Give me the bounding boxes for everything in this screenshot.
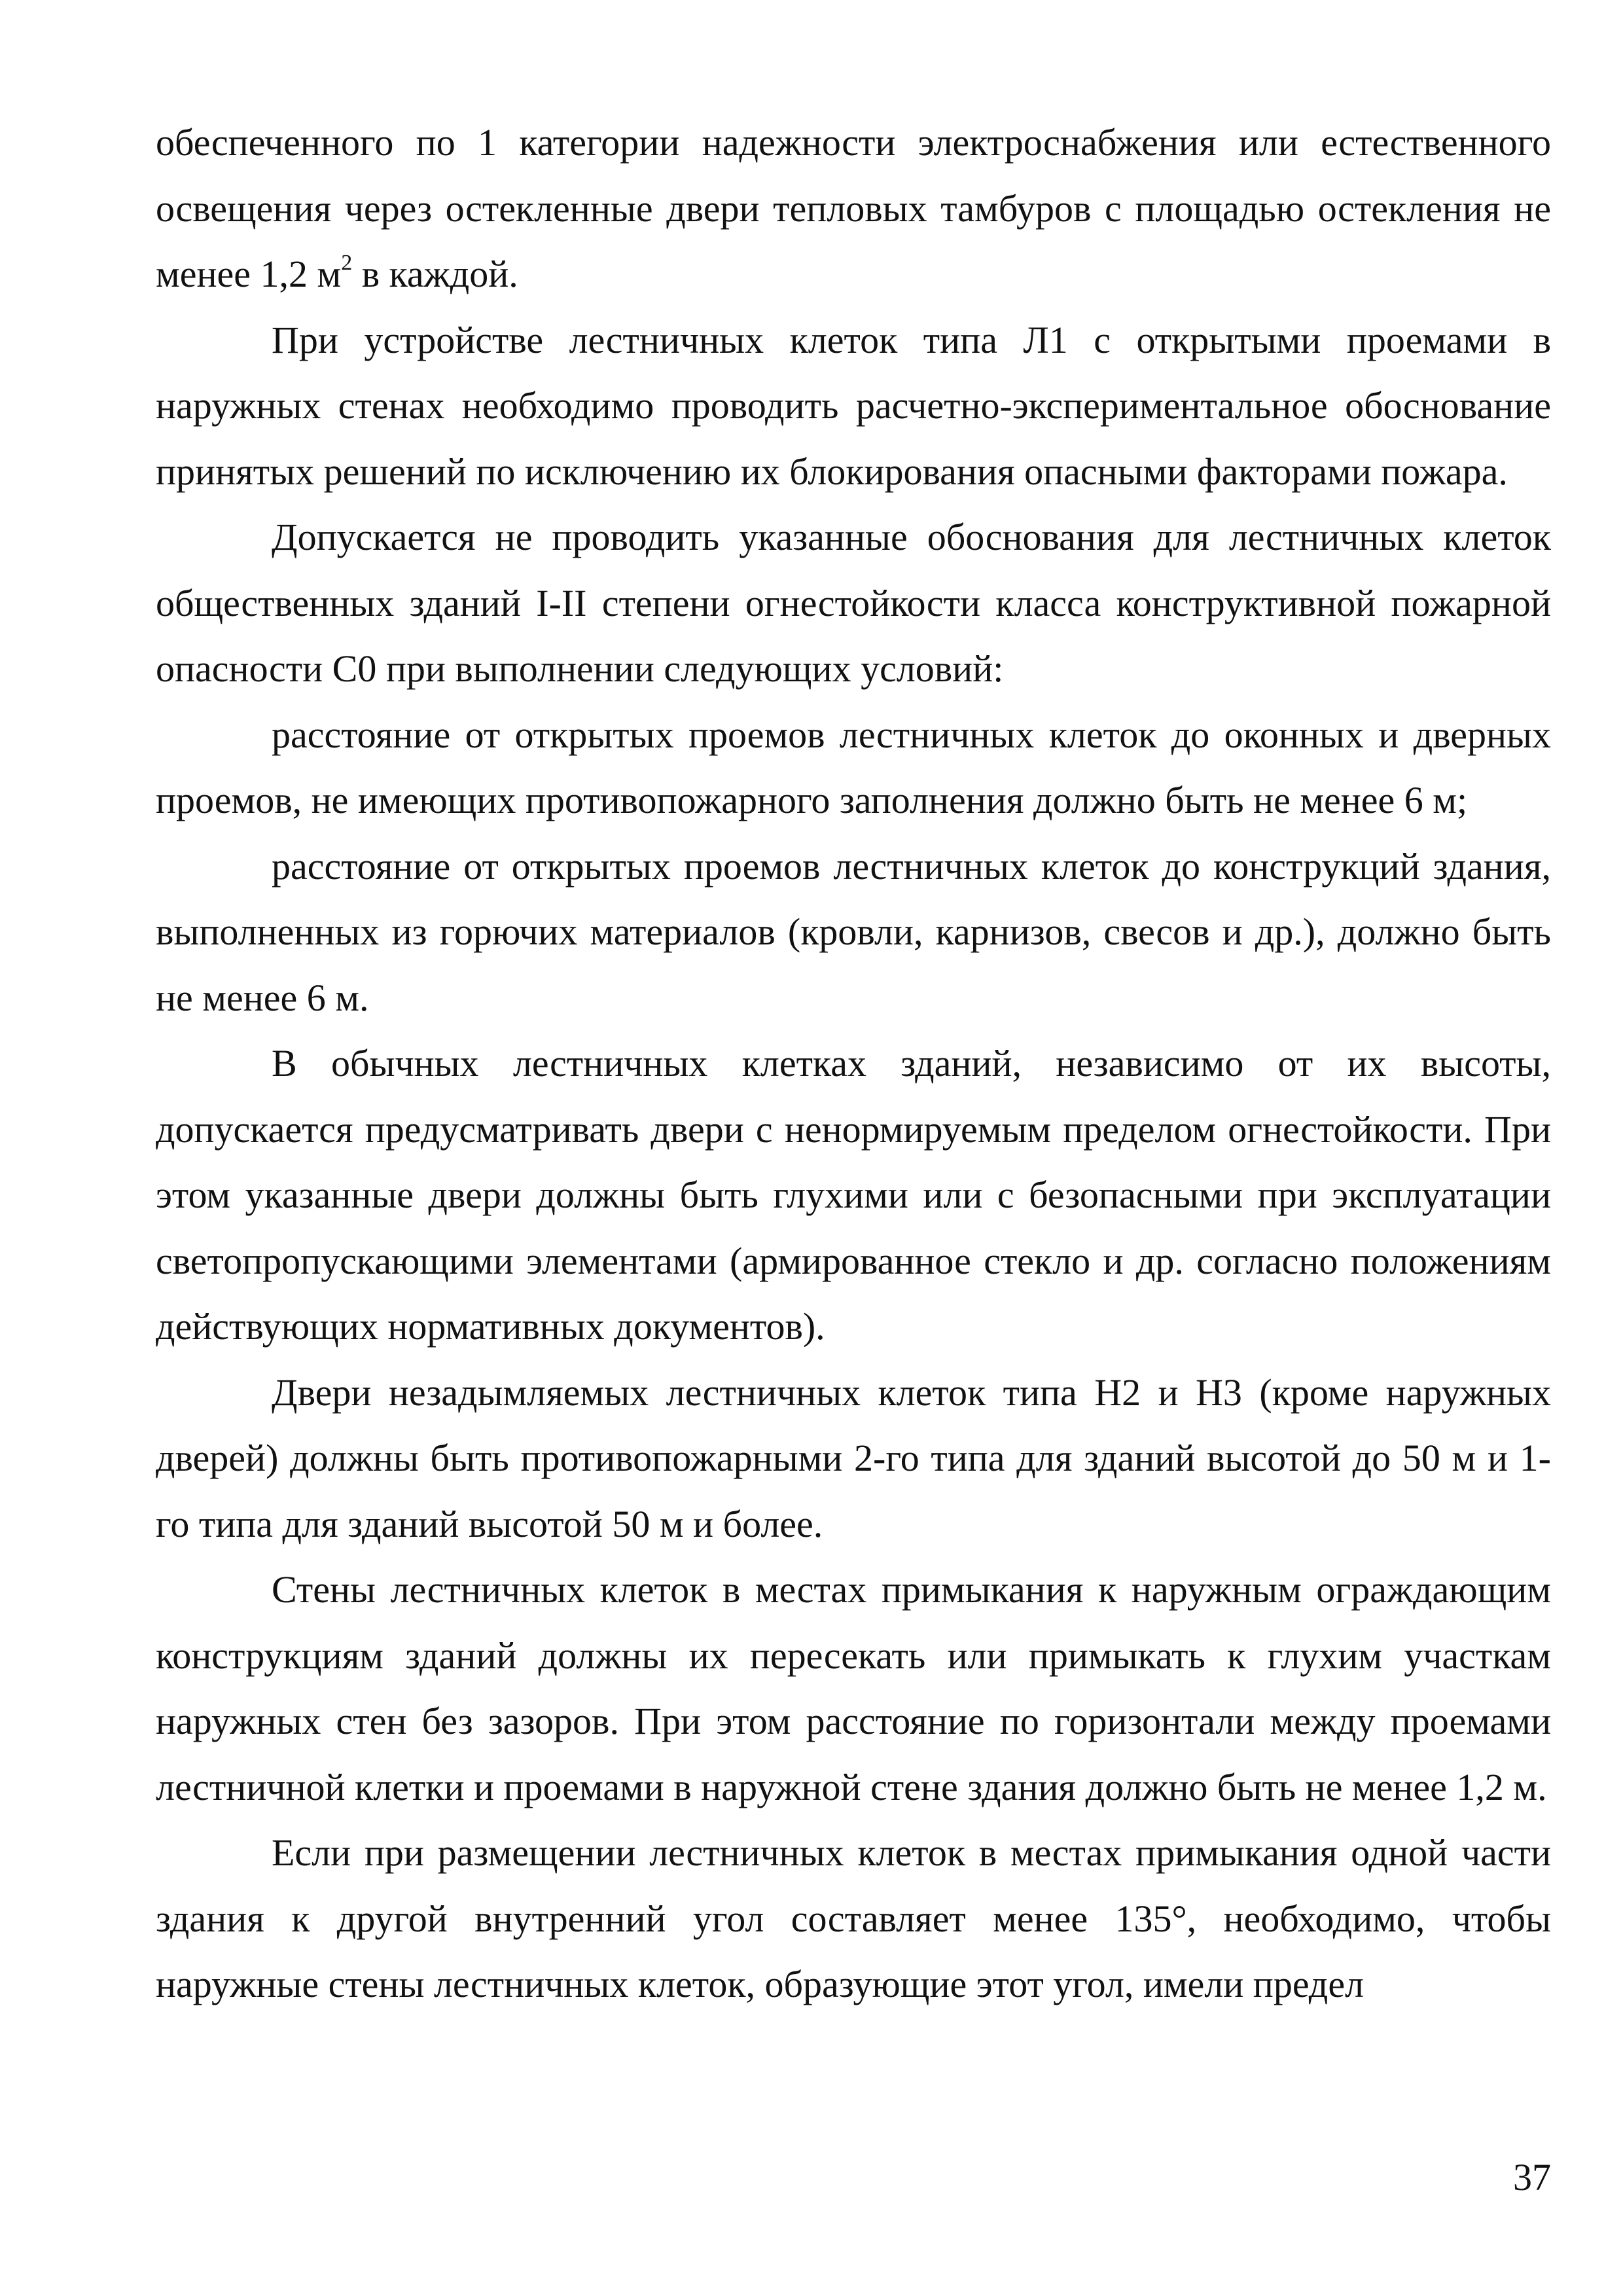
- superscript-square: 2: [341, 250, 353, 275]
- paragraph-continuation-tail: в каждой.: [352, 253, 518, 295]
- paragraph-condition-openings: расстояние от открытых проемов лестничных клеток до оконных и дверных проемов, не имеющих противопожарного заполнения должно быть не менее 6 м;: [156, 713, 1551, 821]
- paragraph-smokeproof-doors: Двери незадымляемых лестничных клеток типа Н2 и Н3 (кроме наружных дверей) должны быть противопожарными 2-го типа для зданий высотой до 50 м и 1-го типа для зданий высотой 50 м и более.: [156, 1371, 1551, 1545]
- paragraph-continuation: [156, 110, 1551, 308]
- paragraph-l1-justification: При устройстве лестничных клеток типа Л1 с открытыми проемами в наружных стенах необходимо проводить расчетно-экспериментальное обоснование принятых решений по исключению их блокирования опасными факторами пожара.: [156, 318, 1551, 493]
- paragraph-inner-angle: Если при размещении лестничных клеток в местах примыкания одной части здания к другой внутренний угол составляет менее 135°, необходимо, чтобы наружные стены лестничных клеток, образующие этот угол, имели предел: [156, 1831, 1551, 2005]
- paragraph-walls-junction: Стены лестничных клеток в местах примыкания к наружным ограждающим конструкциям зданий должны их пересекать или примыкать к глухим участкам наружных стен без зазоров. При этом расстояние по горизонтали между проемами лестничной клетки и проемами в наружной стене здания должно быть не менее 1,2 м.: [156, 1568, 1551, 1808]
- document-page: [156, 110, 1551, 2018]
- page-number: 37: [1513, 2156, 1551, 2198]
- paragraph-allowed-exception: Допускается не проводить указанные обоснования для лестничных клеток общественных зданий I-II степени огнестойкости класса конструктивной пожарной опасности С0 при выполнении следующих условий:: [156, 516, 1551, 690]
- paragraph-condition-combustible: расстояние от открытых проемов лестничных клеток до конструкций здания, выполненных из горючих материалов (кровли, карнизов, свесов и др.), должно быть не менее 6 м.: [156, 844, 1551, 1019]
- paragraph-continuation-text: обеспеченного по 1 категории надежности электроснабжения или естественного освещения через остекленные двери тепловых тамбуров с площадью остекления не менее 1,2 м: [156, 121, 1551, 295]
- paragraph-ordinary-stairwells: В обычных лестничных клетках зданий, независимо от их высоты, допускается предусматривать двери с ненормируемым пределом огнестойкости. При этом указанные двери должны быть глухими или с безопасными при эксплуатации светопропускающими элементами (армированное стекло и др. согласно положениям действующих нормативных документов).: [156, 1042, 1551, 1348]
